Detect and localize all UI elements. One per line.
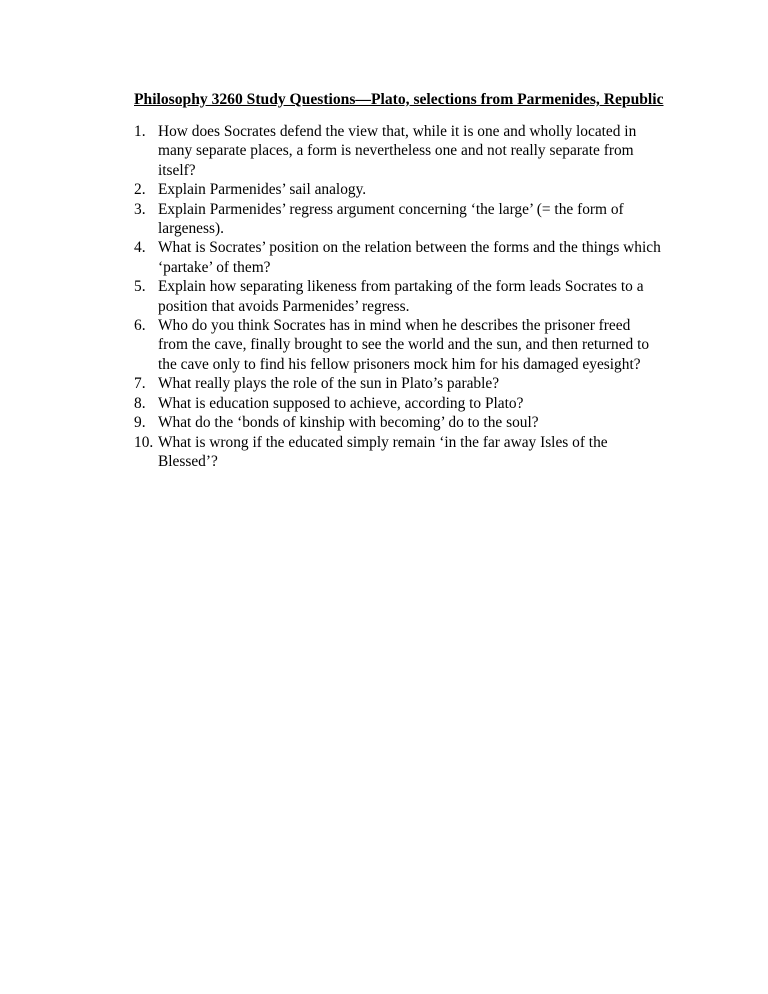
- list-item: [134, 394, 662, 413]
- question-number: 3.: [134, 200, 146, 218]
- list-item: [134, 433, 662, 472]
- list-item: [134, 413, 662, 432]
- list-item: [134, 277, 662, 316]
- question-text: Explain how separating likeness from partaking of the form leads Socrates to a position that avoids Parmenides’ regress.: [158, 278, 644, 315]
- question-text: Who do you think Socrates has in mind when he describes the prisoner freed from the cave, finally brought to see the world and the sun, and then returned to the cave only to find his fellow prisoners mock him for his damaged eyesight?: [158, 317, 650, 373]
- list-item: [134, 238, 662, 277]
- question-number: 10.: [134, 433, 154, 451]
- question-number: 7.: [134, 375, 146, 393]
- list-item: [134, 180, 662, 199]
- question-text: What do the ‘bonds of kinship with becoming’ do to the soul?: [158, 414, 539, 432]
- list-item: [134, 200, 662, 239]
- list-item: [134, 374, 662, 393]
- question-number: 9.: [134, 414, 146, 432]
- question-text: Explain Parmenides’ sail analogy.: [158, 181, 367, 199]
- study-questions-list: [134, 122, 662, 471]
- question-number: 8.: [134, 394, 146, 412]
- list-item: [134, 122, 662, 180]
- document-title: Philosophy 3260 Study Questions—Plato, selections from Parmenides, Republic: [134, 91, 664, 108]
- question-number: 6.: [134, 317, 146, 335]
- question-text: What is education supposed to achieve, according to Plato?: [158, 394, 524, 412]
- question-number: 2.: [134, 181, 146, 199]
- question-number: 1.: [134, 123, 146, 140]
- list-item: [134, 316, 662, 374]
- question-text: What is Socrates’ position on the relation between the forms and the things which ‘partake’ of them?: [158, 239, 661, 276]
- question-number: 5.: [134, 278, 146, 296]
- question-text: What really plays the role of the sun in Plato’s parable?: [158, 375, 500, 393]
- question-text: How does Socrates defend the view that, while it is one and wholly located in many separate places, a form is nevertheless one and not really separate from itself?: [158, 123, 637, 179]
- question-text: What is wrong if the educated simply remain ‘in the far away Isles of the Blessed’?: [158, 433, 608, 470]
- question-text: Explain Parmenides’ regress argument concerning ‘the large’ (= the form of largeness).: [158, 200, 624, 238]
- question-number: 4.: [134, 239, 146, 257]
